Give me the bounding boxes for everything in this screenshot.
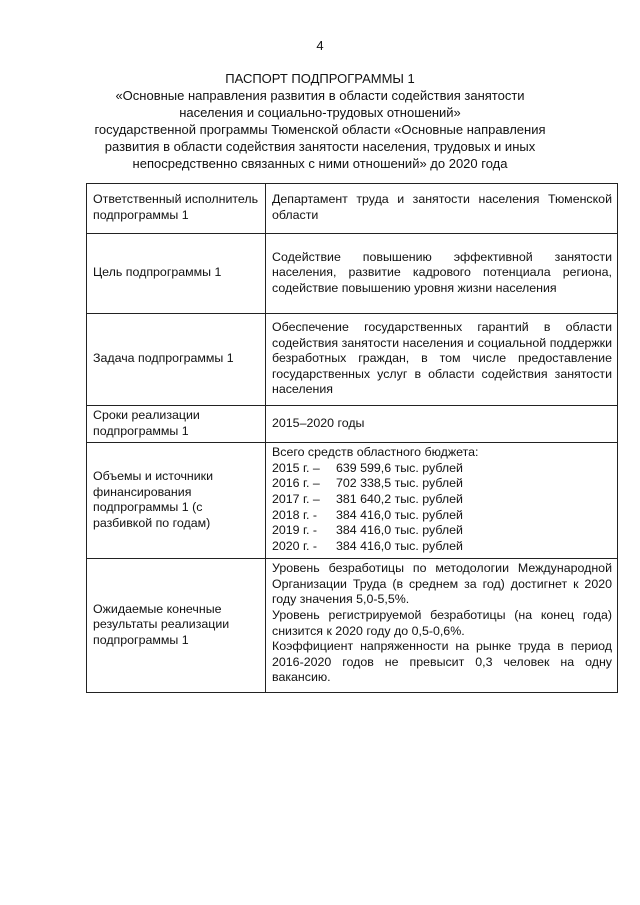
financing-year [272,523,612,539]
title-line: государственной программы Тюменской области «Основные направления [94,122,546,137]
year-label: 2019 г. - [272,523,318,538]
year-label: 2020 г. - [272,538,318,553]
row-label: Ответственный исполнитель подпрограммы 1 [87,184,266,234]
title-line: непосредственно связанных с ними отношений» до 2020 года [132,156,508,171]
table-row [87,184,618,234]
title-heading: ПАСПОРТ ПОДПРОГРАММЫ 1 [225,71,415,86]
year-label: 2016 г. – [272,476,320,491]
result-item: Уровень регистрируемой безработицы (на конец года) снизится к 2020 году до 0,5-0,6%. [272,607,612,638]
result-item: Коэффициент напряженности на рынке труда в период 2016-2020 годов не превысит 0,3 человек на одну вакансию. [272,639,612,685]
year-label: 2015 г. – [272,460,320,475]
row-value: Содействие повышению эффективной занятости населения, развитие кадрового потенциала региона, содействие повышению уровня жизни населения [266,234,618,314]
year-amount: 702 338,5 тыс. рублей [336,476,463,491]
year-label: 2018 г. - [272,507,318,522]
row-label: Сроки реализации подпрограммы 1 [87,406,266,443]
title-line: развития в области содействия занятости населения, трудовых и иных [104,139,536,154]
table-row [87,406,618,443]
financing-cell [266,443,618,559]
row-label: Объемы и источники финансирования подпрограммы 1 (с разбивкой по годам) [87,443,266,559]
results-cell [266,559,618,693]
passport-table [86,183,618,693]
year-amount: 381 640,2 тыс. рублей [336,491,463,506]
row-value: Обеспечение государственных гарантий в области содействия занятости населения и социальной поддержки безработных граждан, в том числе предоставление государственных услуг в области содействия занятости населения [266,314,618,406]
title-line: населения и социально-трудовых отношений» [179,105,461,120]
table-row [87,443,618,559]
row-label: Задача подпрограммы 1 [87,314,266,406]
result-item: Уровень безработицы по методологии Международной Организации Труда (в среднем за год) достигнет к 2020 году значения 5,0-5,5%. [272,561,612,607]
row-value: Департамент труда и занятости населения Тюменской области [266,184,618,234]
document-title [60,70,580,172]
table-row [87,314,618,406]
row-label: Цель подпрограммы 1 [87,234,266,314]
financing-year [272,461,612,477]
financing-intro: Всего средств областного бюджета: [272,445,479,460]
year-amount: 639 599,6 тыс. рублей [336,460,463,475]
row-label: Ожидаемые конечные результаты реализации подпрограммы 1 [87,559,266,693]
year-amount: 384 416,0 тыс. рублей [336,538,463,553]
financing-year [272,539,612,555]
table-row [87,559,618,693]
title-line: «Основные направления развития в области содействия занятости [115,88,525,103]
year-amount: 384 416,0 тыс. рублей [336,507,463,522]
financing-year [272,492,612,508]
year-amount: 384 416,0 тыс. рублей [336,523,463,538]
table-row [87,234,618,314]
row-value: 2015–2020 годы [266,406,618,443]
page-number: 4 [316,38,324,53]
financing-year [272,508,612,524]
financing-year [272,476,612,492]
year-label: 2017 г. – [272,491,320,506]
